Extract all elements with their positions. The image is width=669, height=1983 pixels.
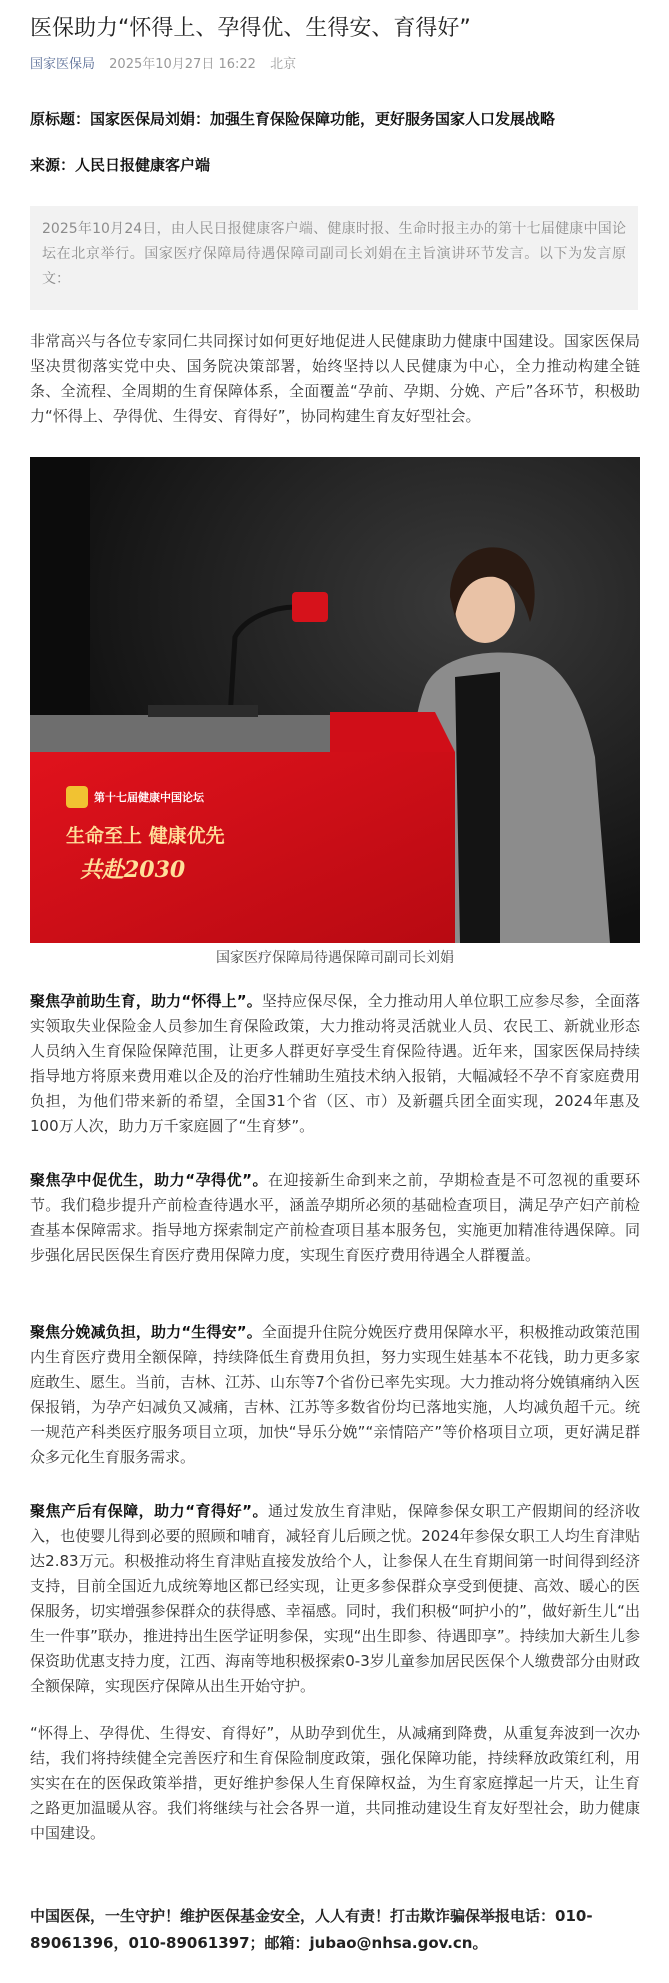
section-lead: 聚焦分娩减负担，助力“生得安”。 [30,1323,262,1341]
section-delivery [30,1320,640,1470]
paragraph-closing: “怀得上、孕得优、生得安、育得好”，从助孕到优生，从减痛到降费，从重复奔波到一次办结，我们将持续健全完善医疗和生育保险制度政策，强化保障功能，持续释放政策红利，用实实在在的医保政策举措，更好维护参保人生育保障权益，为生育家庭撑起一片天，让生育之路更加温暖从容。我们将继续与社会各界一道，共同推动建设生育友好型社会，助力健康中国建设。 [30,1724,640,1842]
speaker-photo-illustration [30,457,640,943]
section-lead: 聚焦孕前助生育，助力“怀得上”。 [30,992,262,1010]
podium-forum-name: 第十七届健康中国论坛 [94,791,204,804]
speaker-photo [30,457,640,943]
intro-quote-text: 2025年10月24日，由人民日报健康客户端、健康时报、生命时报主办的第十七届健康中国论坛在北京举行。国家医疗保障局待遇保障司副司长刘娟在主旨演讲环节发言。以下为发言原文： [42,221,626,287]
intro-blockquote [30,206,638,310]
publish-date: 2025年10月27日 16:22 [109,57,256,72]
article-origin: 来源：人民日报健康客户端 [30,156,211,174]
podium-slogan-line1: 生命至上 健康优先 [66,825,225,847]
section-body: 坚持应保尽保，全力推动用人单位职工应参尽参，全面落实领取失业保险金人员参加生育保险政策，大力推动将灵活就业人员、农民工、新就业形态人员纳入生育保险保障范围，让更多人群更好享受生育保险待遇。近年来，国家医保局持续指导地方将原来费用难以企及的治疗性辅助生殖技术纳入报销，大幅减轻不孕不育家庭费用负担，为他们带来新的希望，全国31个省（区、市）及新疆兵团全面实现，2024年惠及100万人次，助力万千家庭圆了“生育梦”。 [30,992,640,1135]
paragraph-intro: 非常高兴与各位专家同仁共同探讨如何更好地促进人民健康助力健康中国建设。国家医保局坚决贯彻落实党中央、国务院决策部署，始终坚持以人民健康为中心，全力推动构建全链条、全流程、全周期的生育保障体系，全面覆盖“孕前、孕期、分娩、产后”各环节，积极助力“怀得上、孕得优、生得安、育得好”，协同构建生育友好型社会。 [30,332,640,425]
photo-caption: 国家医疗保障局待遇保障司副司长刘娟 [216,950,454,966]
section-postpartum [30,1499,640,1699]
article-title: 医保助力“怀得上、孕得优、生得安、育得好” [30,16,471,41]
section-body: 通过发放生育津贴，保障参保女职工产假期间的经济收入，也使婴儿得到必要的照顾和哺育，减轻育儿后顾之忧。2024年参保女职工人均生育津贴达2.83万元。积极推动将生育津贴直接发放给个人，让参保人在生育期间第一时间得到经济支持，目前全国近九成统筹地区都已经实现，让更多参保群众享受到便捷、高效、暖心的医保服务，切实增强参保群众的获得感、幸福感。同时，我们积极“呵护小的”，做好新生儿“出生一件事”联办，推进持出生医学证明参保，实现“出生即参、待遇即享”。持续加大新生儿参保资助优惠支持力度，江西、海南等地积极探索0-3岁儿童参加居民医保个人缴费部分由财政全额保障，实现医疗保障从出生开始守护。 [30,1502,641,1695]
footer-report-hotline: 中国医保，一生守护！维护医保基金安全，人人有责！打击欺诈骗保举报电话：010-89061396，010-89061397；邮箱：jubao@nhsa.gov.cn。 [30,1907,593,1952]
section-lead: 聚焦产后有保障，助力“育得好”。 [30,1502,269,1520]
section-body: 在迎接新生命到来之前，孕期检查是不可忽视的重要环节。我们稳步提升产前检查待遇水平，涵盖孕期所必须的基础检查项目，满足孕产妇产前检查基本保障需求。指导地方探索制定产前检查项目基本服务包，实施更加精准待遇保障。同步强化居民医保生育医疗费用保障力度，实现生育医疗费用待遇全人群覆盖。 [30,1171,641,1264]
section-pregnancy [30,1168,640,1268]
publish-location: 北京 [270,57,297,72]
account-name-link[interactable]: 国家医保局 [30,57,96,72]
podium-slogan-line2: 共赴2030 [80,857,186,883]
section-lead: 聚焦孕中促优生，助力“孕得优”。 [30,1171,269,1189]
article-meta [30,56,296,74]
section-preconception [30,989,640,1139]
section-body: 全面提升住院分娩医疗费用保障水平，积极推动政策范围内生育医疗费用全额保障，持续降低生育费用负担，努力实现生娃基本不花钱，助力更多家庭敢生、愿生。当前，吉林、江苏、山东等7个省份已率先实现。大力推动将分娩镇痛纳入医保报销，为孕产妇减负又减痛，吉林、江苏等多数省份均已落地实施，人均减负超千元。统一规范产科类医疗服务项目立项，加快“导乐分娩”“亲情陪产”等价格项目立项，更好满足群众多元化生育服务需求。 [30,1323,640,1466]
original-title: 原标题：国家医保局刘娟：加强生育保险保障功能，更好服务国家人口发展战略 [30,110,556,128]
